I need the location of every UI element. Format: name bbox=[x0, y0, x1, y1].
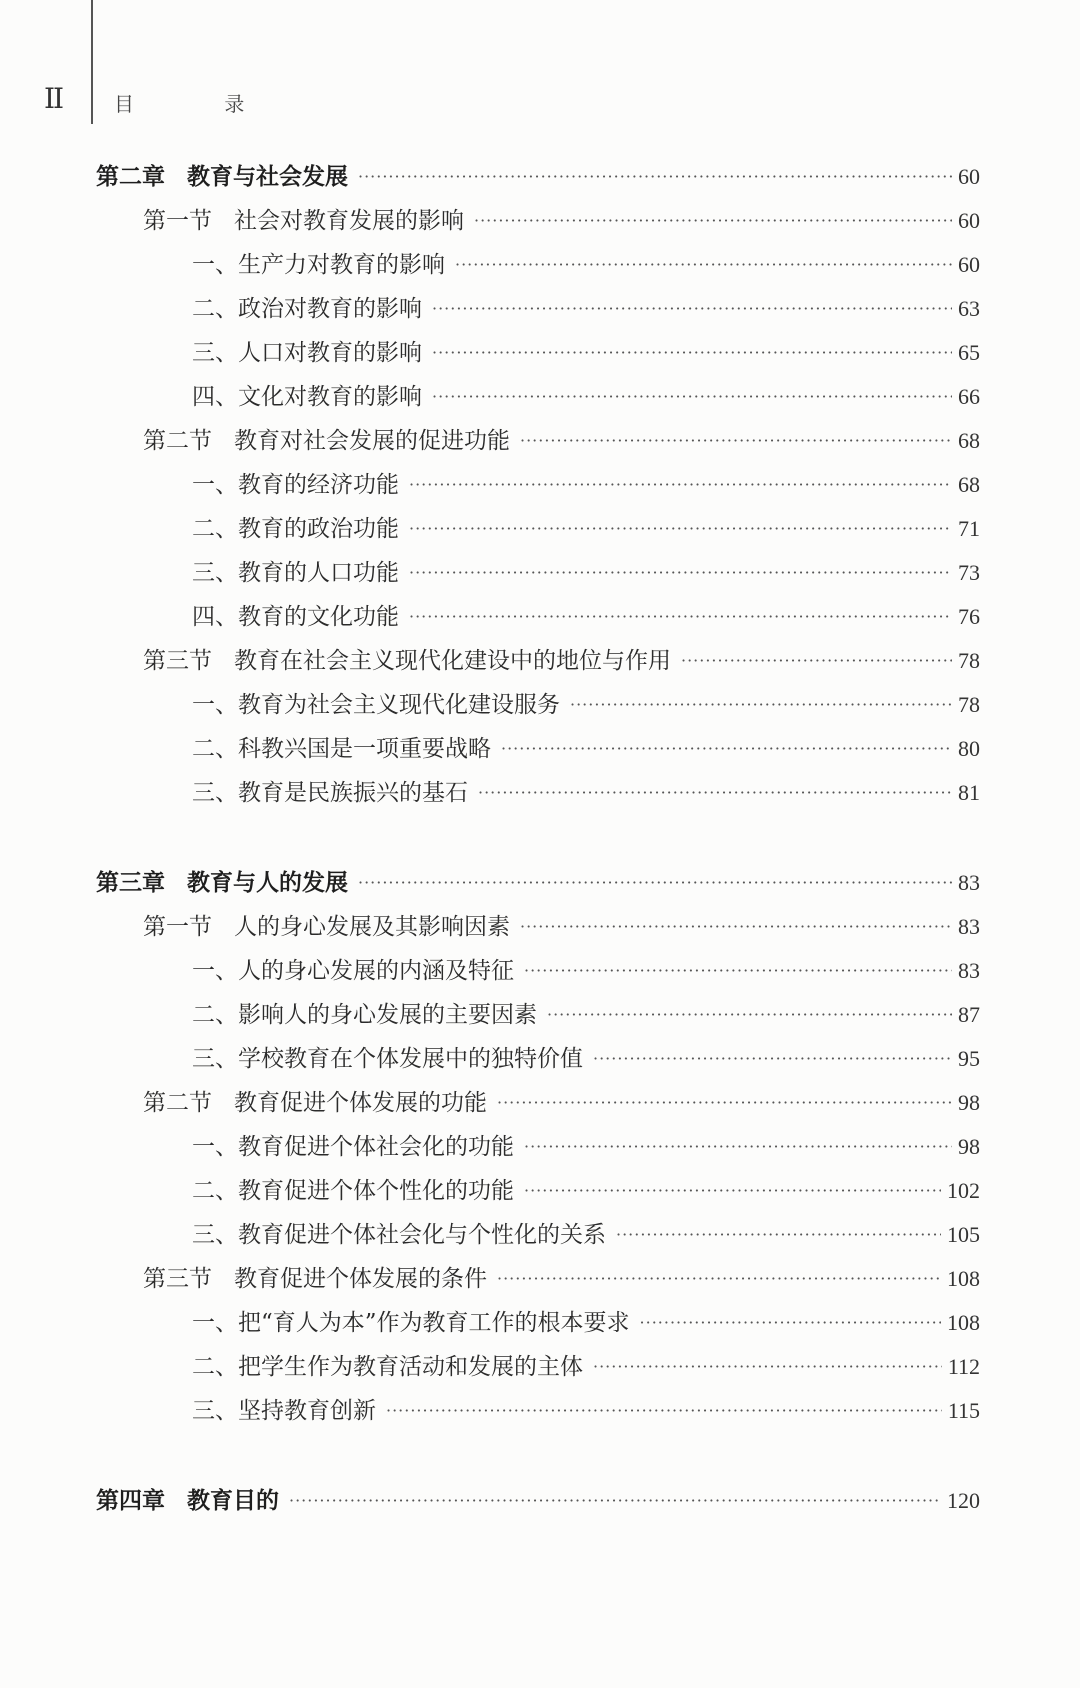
toc-entry-label bbox=[192, 1394, 376, 1428]
toc-entry-title: 科教兴国是一项重要战略 bbox=[238, 736, 491, 762]
toc-page-number: 83 bbox=[958, 870, 980, 895]
toc-entry-title: 教育的人口功能 bbox=[238, 560, 399, 586]
toc-dot-leader bbox=[478, 776, 952, 810]
toc-section-entry[interactable] bbox=[143, 424, 980, 458]
toc-page-number: 87 bbox=[958, 1002, 980, 1027]
toc-entry-label bbox=[192, 954, 514, 988]
toc-entry-prefix: 第二节 bbox=[143, 1090, 212, 1116]
toc-subsection-entry[interactable] bbox=[192, 954, 980, 988]
toc-dot-leader bbox=[432, 292, 952, 326]
toc-entry-title: 教育的经济功能 bbox=[238, 472, 399, 498]
toc-subsection-entry[interactable] bbox=[192, 600, 980, 634]
toc-subsection-entry[interactable] bbox=[192, 380, 980, 414]
toc-dot-leader bbox=[432, 380, 952, 414]
toc-entry-label bbox=[192, 1306, 630, 1340]
toc-dot-leader bbox=[501, 732, 952, 766]
toc-entry-label bbox=[192, 1350, 583, 1384]
toc-section-entry[interactable] bbox=[143, 1086, 980, 1120]
toc-page-number: 98 bbox=[958, 1134, 980, 1159]
toc-dot-leader bbox=[432, 336, 952, 370]
toc-entry-label bbox=[143, 644, 671, 678]
toc-page-number: 112 bbox=[947, 1354, 980, 1379]
toc-chapter-entry[interactable] bbox=[96, 160, 980, 194]
toc-dot-leader bbox=[497, 1086, 952, 1120]
toc-entry-prefix: 第二节 bbox=[143, 428, 212, 454]
toc-entry-prefix: 第四章 bbox=[96, 1487, 165, 1514]
toc-entry-label bbox=[192, 998, 537, 1032]
toc-entry-title: 教育促进个体发展的条件 bbox=[234, 1266, 487, 1292]
toc-page-number: 102 bbox=[947, 1178, 980, 1203]
toc-entry-title: 把学生作为教育活动和发展的主体 bbox=[238, 1354, 583, 1380]
toc-entry-prefix: 一、 bbox=[192, 252, 238, 278]
toc-dot-leader bbox=[289, 1484, 941, 1518]
toc-subsection-entry[interactable] bbox=[192, 556, 980, 590]
toc-entry-prefix: 四、 bbox=[192, 604, 238, 630]
toc-dot-leader bbox=[547, 998, 952, 1032]
toc-entry-label bbox=[192, 1042, 583, 1076]
toc-entry-title: 教育促进个体个性化的功能 bbox=[238, 1178, 514, 1204]
toc-entry-title: 教育促进个体发展的功能 bbox=[234, 1090, 487, 1116]
toc-page-number: 98 bbox=[958, 1090, 980, 1115]
toc-subsection-entry[interactable] bbox=[192, 776, 980, 810]
toc-entry-prefix: 二、 bbox=[192, 1002, 238, 1028]
toc-page-number: 115 bbox=[947, 1398, 980, 1423]
toc-dot-leader bbox=[358, 866, 952, 900]
toc-entry-prefix: 三、 bbox=[192, 1046, 238, 1072]
toc-dot-leader bbox=[681, 644, 952, 678]
toc-entry-prefix: 第一节 bbox=[143, 208, 212, 234]
toc-entry-title: 教育促进个体社会化与个性化的关系 bbox=[238, 1222, 606, 1248]
toc-section-entry[interactable] bbox=[143, 1262, 980, 1296]
toc-page-number: 65 bbox=[958, 340, 980, 365]
toc-entry-prefix: 二、 bbox=[192, 736, 238, 762]
toc-entry-title: 人的身心发展的内涵及特征 bbox=[238, 958, 514, 984]
toc-dot-leader bbox=[593, 1350, 942, 1384]
toc-entry-prefix: 三、 bbox=[192, 560, 238, 586]
toc-entry-label bbox=[143, 910, 510, 944]
toc-entry-label bbox=[192, 248, 445, 282]
toc-subsection-entry[interactable] bbox=[192, 336, 980, 370]
toc-section-entry[interactable] bbox=[143, 910, 980, 944]
toc-entry-label bbox=[96, 1484, 279, 1518]
toc-entry-prefix: 第三节 bbox=[143, 648, 212, 674]
toc-chapter-entry[interactable] bbox=[96, 1484, 980, 1518]
toc-page-number: 71 bbox=[958, 516, 980, 541]
toc-section-entry[interactable] bbox=[143, 204, 980, 238]
toc-entry-label bbox=[96, 160, 348, 194]
toc-page-number: 120 bbox=[947, 1488, 980, 1513]
toc-dot-leader bbox=[616, 1218, 941, 1252]
toc-page-number: 108 bbox=[947, 1310, 980, 1335]
toc-dot-leader bbox=[358, 160, 952, 194]
toc-entry-label bbox=[192, 600, 399, 634]
toc-subsection-entry[interactable] bbox=[192, 292, 980, 326]
toc-entry-title: 教育促进个体社会化的功能 bbox=[238, 1134, 514, 1160]
toc-page-number: 108 bbox=[947, 1266, 980, 1291]
toc-entry-label bbox=[192, 512, 399, 546]
toc-entry-label bbox=[96, 866, 348, 900]
toc-entry-title: 人口对教育的影响 bbox=[238, 340, 422, 366]
toc-entry-title: 教育为社会主义现代化建设服务 bbox=[238, 692, 560, 718]
toc-entry-label bbox=[143, 204, 464, 238]
toc-entry-label bbox=[192, 688, 560, 722]
toc-entry-title: 学校教育在个体发展中的独特价值 bbox=[238, 1046, 583, 1072]
toc-entry-title: 坚持教育创新 bbox=[238, 1398, 376, 1424]
toc-entry-label bbox=[143, 424, 510, 458]
toc-chapter-entry[interactable] bbox=[96, 866, 980, 900]
toc-entry-title: 教育对社会发展的促进功能 bbox=[234, 428, 510, 454]
toc-entry-prefix: 一、 bbox=[192, 1134, 238, 1160]
toc-entry-title: 教育是民族振兴的基石 bbox=[238, 780, 468, 806]
toc-subsection-entry[interactable] bbox=[192, 248, 980, 282]
toc-entry-title: 教育的文化功能 bbox=[238, 604, 399, 630]
toc-entry-title: 教育的政治功能 bbox=[238, 516, 399, 542]
toc-page-number: 60 bbox=[958, 252, 980, 277]
toc-entry-prefix: 第一节 bbox=[143, 914, 212, 940]
toc-entry-title: 教育在社会主义现代化建设中的地位与作用 bbox=[234, 648, 671, 674]
toc-dot-leader bbox=[455, 248, 952, 282]
toc-entry-prefix: 一、 bbox=[192, 692, 238, 718]
toc-entry-prefix: 第三节 bbox=[143, 1266, 212, 1292]
toc-section-entry[interactable] bbox=[143, 644, 980, 678]
toc-dot-leader bbox=[409, 468, 952, 502]
toc-page-number: 63 bbox=[958, 296, 980, 321]
toc-entry-label bbox=[192, 468, 399, 502]
toc-entry-prefix: 一、 bbox=[192, 1310, 238, 1336]
toc-entry-prefix: 第二章 bbox=[96, 163, 165, 190]
toc-entry-title: 生产力对教育的影响 bbox=[238, 252, 445, 278]
toc-entry-title: 教育目的 bbox=[187, 1487, 279, 1514]
toc-dot-leader bbox=[474, 204, 952, 238]
toc-subsection-entry[interactable] bbox=[192, 1174, 980, 1208]
toc-entry-title: 把“育人为本”作为教育工作的根本要求 bbox=[238, 1310, 630, 1336]
header-vertical-rule bbox=[91, 0, 93, 124]
toc-entry-prefix: 三、 bbox=[192, 1398, 238, 1424]
toc-entry-title: 政治对教育的影响 bbox=[238, 296, 422, 322]
toc-page-number: 83 bbox=[958, 914, 980, 939]
toc-entry-title: 人的身心发展及其影响因素 bbox=[234, 914, 510, 940]
toc-entry-label bbox=[192, 336, 422, 370]
toc-subsection-entry[interactable] bbox=[192, 512, 980, 546]
toc-subsection-entry[interactable] bbox=[192, 998, 980, 1032]
toc-page-number: 68 bbox=[958, 472, 980, 497]
toc-entry-label bbox=[192, 776, 468, 810]
toc-entry-prefix: 二、 bbox=[192, 1354, 238, 1380]
toc-entry-label bbox=[143, 1262, 487, 1296]
toc-subsection-entry[interactable] bbox=[192, 688, 980, 722]
toc-subsection-entry[interactable] bbox=[192, 1042, 980, 1076]
toc-entry-title: 教育与社会发展 bbox=[187, 163, 348, 190]
toc-dot-leader bbox=[593, 1042, 952, 1076]
toc-entry-prefix: 一、 bbox=[192, 472, 238, 498]
toc-subsection-entry[interactable] bbox=[192, 468, 980, 502]
toc-entry-label bbox=[192, 292, 422, 326]
toc-dot-leader bbox=[524, 954, 952, 988]
toc-entry-prefix: 二、 bbox=[192, 1178, 238, 1204]
toc-entry-label bbox=[192, 1130, 514, 1164]
toc-page-number: 81 bbox=[958, 780, 980, 805]
toc-dot-leader bbox=[409, 600, 952, 634]
toc-dot-leader bbox=[570, 688, 952, 722]
toc-dot-leader bbox=[524, 1130, 952, 1164]
toc-subsection-entry[interactable] bbox=[192, 1218, 980, 1252]
toc-entry-label bbox=[192, 732, 491, 766]
toc-entry-prefix: 一、 bbox=[192, 958, 238, 984]
toc-dot-leader bbox=[520, 910, 952, 944]
toc-page-number: 60 bbox=[958, 164, 980, 189]
toc-entry-title: 社会对教育发展的影响 bbox=[234, 208, 464, 234]
toc-entry-title: 影响人的身心发展的主要因素 bbox=[238, 1002, 537, 1028]
toc-page-number: 105 bbox=[947, 1222, 980, 1247]
toc-entry-prefix: 三、 bbox=[192, 340, 238, 366]
toc-subsection-entry[interactable] bbox=[192, 732, 980, 766]
running-header-title: 目 录 bbox=[114, 92, 287, 116]
toc-entry-prefix: 三、 bbox=[192, 1222, 238, 1248]
toc-dot-leader bbox=[409, 512, 952, 546]
toc-subsection-entry[interactable] bbox=[192, 1306, 980, 1340]
toc-entry-title: 教育与人的发展 bbox=[187, 869, 348, 896]
toc-entry-prefix: 二、 bbox=[192, 516, 238, 542]
toc-entry-prefix: 第三章 bbox=[96, 869, 165, 896]
toc-dot-leader bbox=[640, 1306, 941, 1340]
toc-dot-leader bbox=[497, 1262, 941, 1296]
toc-subsection-entry[interactable] bbox=[192, 1394, 980, 1428]
toc-subsection-entry[interactable] bbox=[192, 1350, 980, 1384]
toc-page-number: 78 bbox=[958, 692, 980, 717]
toc-dot-leader bbox=[409, 556, 952, 590]
toc-entry-prefix: 三、 bbox=[192, 780, 238, 806]
toc-dot-leader bbox=[524, 1174, 941, 1208]
toc-page-number: 83 bbox=[958, 958, 980, 983]
toc-dot-leader bbox=[386, 1394, 942, 1428]
toc-entry-prefix: 四、 bbox=[192, 384, 238, 410]
toc-entry-label bbox=[192, 1218, 606, 1252]
toc-entry-label bbox=[192, 556, 399, 590]
toc-page-number: 80 bbox=[958, 736, 980, 761]
toc-entry-label bbox=[192, 1174, 514, 1208]
toc-page-number: 73 bbox=[958, 560, 980, 585]
page-number: II bbox=[44, 82, 63, 115]
toc-page-number: 76 bbox=[958, 604, 980, 629]
toc-page-number: 68 bbox=[958, 428, 980, 453]
toc-entry-prefix: 二、 bbox=[192, 296, 238, 322]
toc-entry-title: 文化对教育的影响 bbox=[238, 384, 422, 410]
toc-entry-label bbox=[143, 1086, 487, 1120]
toc-dot-leader bbox=[520, 424, 952, 458]
toc-page-number: 60 bbox=[958, 208, 980, 233]
toc-entry-label bbox=[192, 380, 422, 414]
toc-page-number: 95 bbox=[958, 1046, 980, 1071]
toc-page-number: 66 bbox=[958, 384, 980, 409]
toc-page-number: 78 bbox=[958, 648, 980, 673]
toc-subsection-entry[interactable] bbox=[192, 1130, 980, 1164]
